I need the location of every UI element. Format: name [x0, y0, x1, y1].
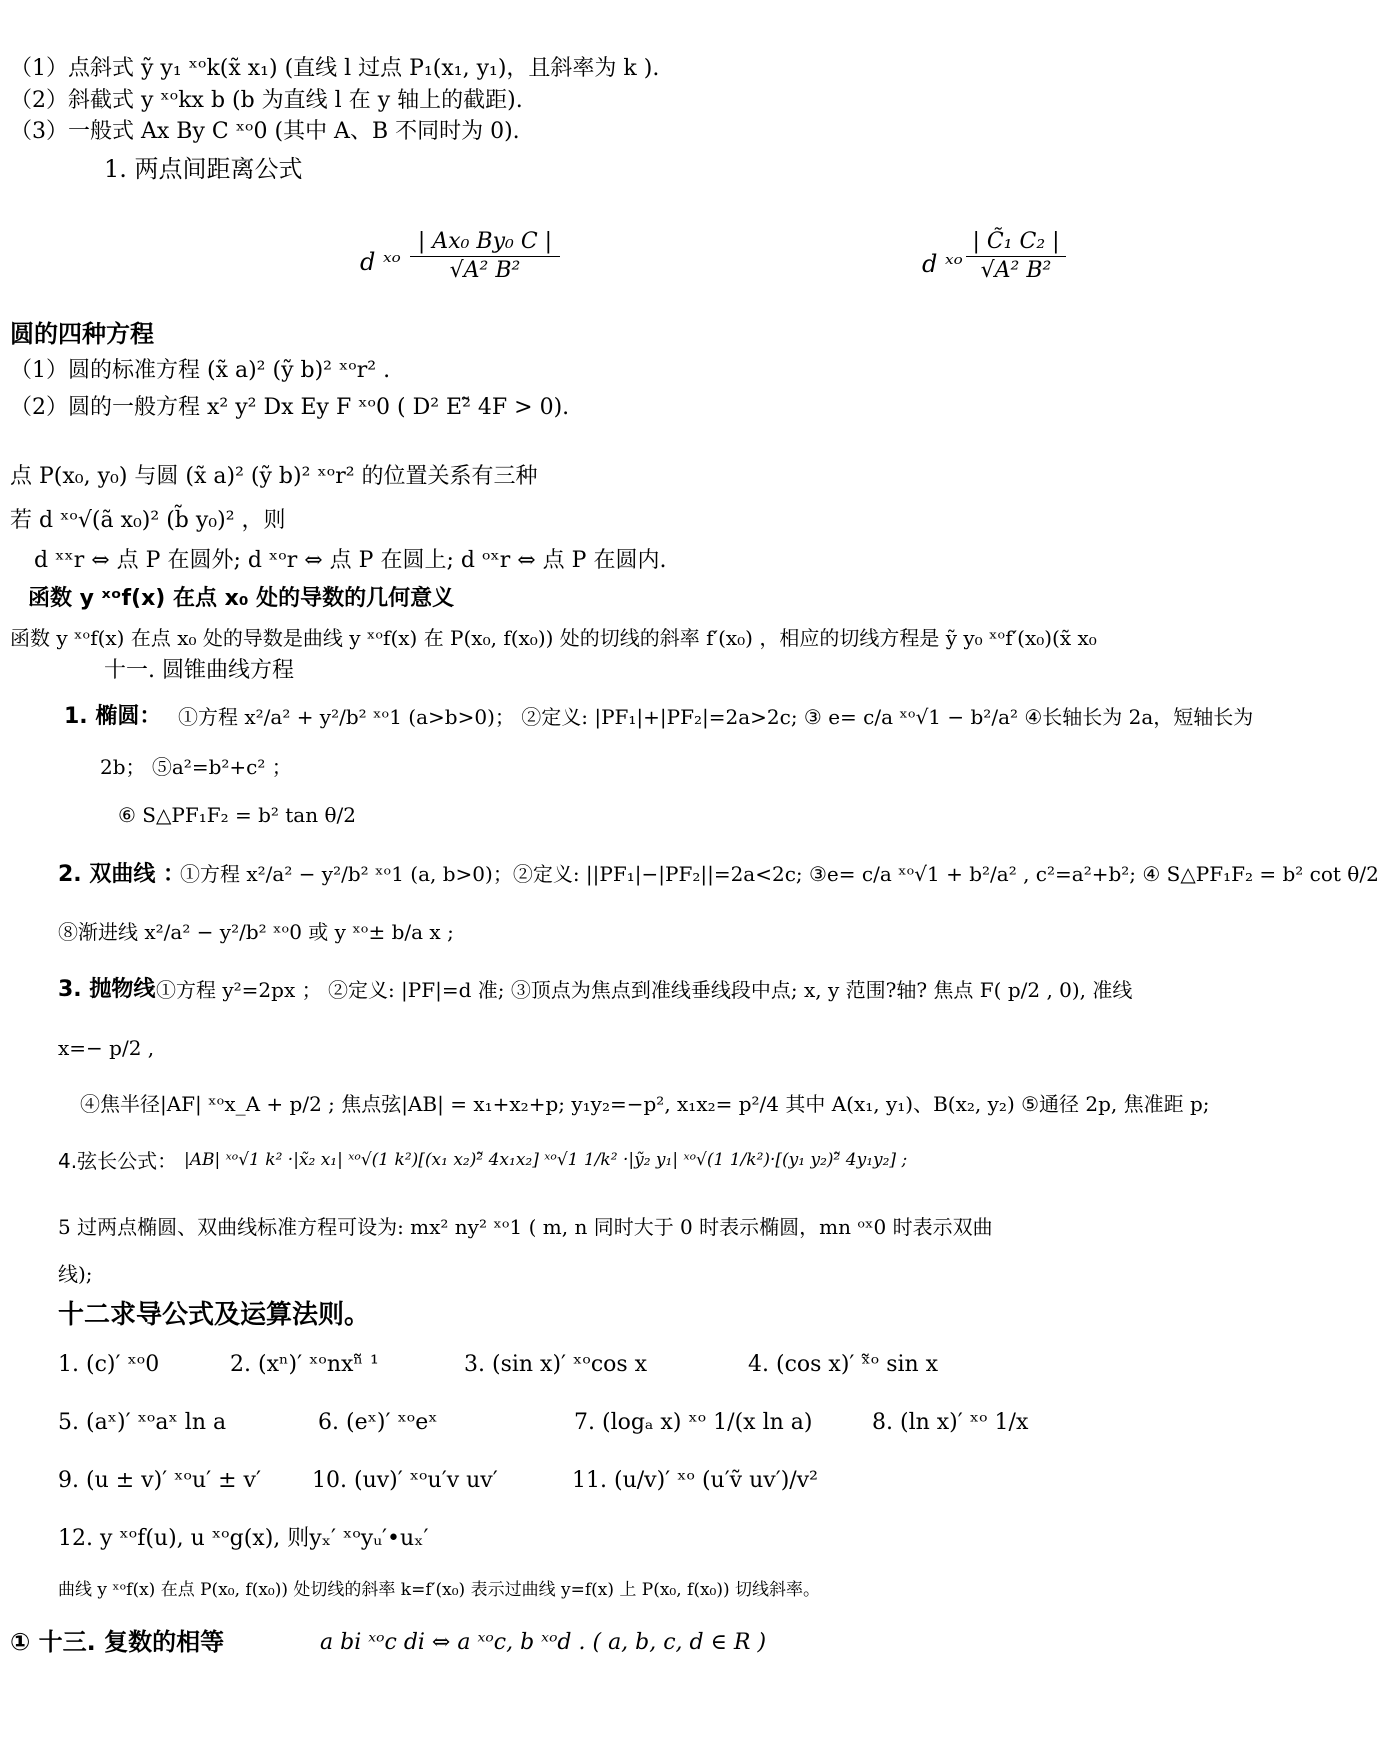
derivative-rule-10: 10. (uv)′ ˣᵒu′v uv′	[312, 1468, 498, 1493]
line-two-point-standard-cont: 线);	[58, 1262, 93, 1286]
line-complex-equality: a bi ˣᵒc di ⇔ a ˣᵒc, b ˣᵒd . ( a, b, c, d ∈ R )	[320, 1630, 767, 1655]
heading-circle-equations: 圆的四种方程	[10, 320, 154, 348]
line-hyperbola-props: ①方程 x²/a² − y²/b² ˣᵒ1 (a, b>0)；②定义: ||PF₁|−|PF₂||=2a<2c; ③e= c/a ˣᵒ√1 + b²/a² , c²=a²+b²; ④ S△PF₁F₂ = b² cot θ/2	[180, 862, 1379, 886]
line-distance-def: 若 d ˣᵒ√(ã x₀)² (b̃ y₀)² ，则	[10, 508, 286, 533]
derivative-rule-7: 7. (logₐ x) ˣᵒ 1/(x ln a)	[574, 1410, 813, 1435]
line-ellipse-area: ⑥ S△PF₁F₂ = b² tan θ/2	[118, 803, 356, 827]
formula1-denominator: √A² B²	[449, 258, 521, 284]
line-circle-standard: （1）圆的标准方程 (x̃ a)² (ỹ b)² ˣᵒr² .	[10, 358, 391, 383]
derivative-rule-9: 9. (u ± v)′ ˣᵒu′ ± v′	[58, 1468, 261, 1493]
derivative-rule-6: 6. (eˣ)′ ˣᵒeˣ	[318, 1410, 438, 1435]
line-two-point-standard: 5 过两点椭圆、双曲线标准方程可设为: mx² ny² ˣᵒ1 ( m, n 同时大于 0 时表示椭圆，mn ᵒˣ0 时表示双曲	[58, 1215, 993, 1239]
line-point-slope: （1）点斜式 ỹ y₁ ˣᵒk(x̃ x₁) (直线 l 过点 P₁(x₁, y₁)，且斜率为 k ).	[10, 56, 660, 81]
line-ellipse-props-2: 2b； ⑤a²=b²+c² ；	[100, 755, 292, 779]
line-ellipse-props: ①方程 x²/a² + y²/b² ˣᵒ1 (a>b>0)； ②定义: |PF₁|+|PF₂|=2a>2c; ③ e= c/a ˣᵒ√1 − b²/a² ④长轴长为 2a，短轴长为	[178, 705, 1254, 729]
line-asymptote: ⑧渐进线 x²/a² − y²/b² ˣᵒ0 或 y ˣᵒ± b/a x ;	[58, 920, 454, 944]
parabola-label: 3. 抛物线	[58, 977, 156, 1002]
line-slope-intercept: （2）斜截式 y ˣᵒkx b (b 为直线 l 在 y 轴上的截距).	[10, 88, 523, 113]
derivative-rule-1: 1. (c)′ ˣᵒ0	[58, 1352, 160, 1377]
line-directrix: x=− p/2 ,	[58, 1036, 155, 1060]
line-point-circle-position: 点 P(x₀, y₀) 与圆 (x̃ a)² (ỹ b)² ˣᵒr² 的位置关系有三种	[10, 464, 538, 489]
line-focal-radius: ④焦半径|AF| ˣᵒx_A + p/2 ; 焦点弦|AB| = x₁+x₂+p; y₁y₂=−p², x₁x₂= p²/4 其中 A(x₁, y₁)、B(x₂, y₂) ⑤通径 2p, 焦准距 p;	[80, 1092, 1210, 1116]
derivative-rule-4: 4. (cos x)′ ˣ̃ᵒ sin x	[748, 1352, 939, 1377]
hyperbola-label: 2. 双曲线 ：	[58, 862, 185, 887]
derivative-rule-12: 12. y ˣᵒf(u), u ˣᵒg(x), 则yₓ′ ˣᵒyᵤ′•uₓ′	[58, 1526, 429, 1551]
fraction-bar	[410, 256, 560, 257]
formula2-fraction	[966, 230, 1066, 283]
formula1-fraction	[410, 230, 560, 283]
formula1-lhs: d ˣᵒ	[360, 248, 401, 276]
section-distance-title: 1. 两点间距离公式	[104, 155, 303, 183]
line-circle-general: （2）圆的一般方程 x² y² Dx Ey F ˣᵒ0 ( D² E²̃ 4F > 0).	[10, 395, 570, 420]
line-position-cases: d ˣˣr ⇔ 点 P 在圆外; d ˣᵒr ⇔ 点 P 在圆上; d ᵒˣr ⇔ 点 P 在圆内.	[34, 548, 667, 573]
derivative-rule-2: 2. (xⁿ)′ ˣᵒnxⁿ̃ ¹	[230, 1352, 379, 1377]
chord-length-label: 4.弦长公式：	[58, 1149, 178, 1173]
line-curve-tangent-note: 曲线 y ˣᵒf(x) 在点 P(x₀, f(x₀)) 处切线的斜率 k=f′(x₀) 表示过曲线 y=f(x) 上 P(x₀, f(x₀)) 切线斜率。	[58, 1580, 821, 1600]
ellipse-label: 1. 椭圆：	[64, 704, 162, 729]
section-conic-title: 十一. 圆锥曲线方程	[104, 658, 294, 683]
heading-derivative-rules: 十二求导公式及运算法则。	[58, 1300, 371, 1330]
line-parabola-props: ①方程 y²=2px ； ②定义: |PF|=d 准; ③顶点为焦点到准线垂线段中点; x, y 范围?轴? 焦点 F( p/2 , 0), 准线	[156, 978, 1133, 1002]
derivative-rule-8: 8. (ln x)′ ˣᵒ 1/x	[872, 1410, 1029, 1435]
derivative-rule-3: 3. (sin x)′ ˣᵒcos x	[464, 1352, 648, 1377]
line-chord-length: |AB| ˣᵒ√1 k² ·|x̃₂ x₁| ˣᵒ√(1 k²)[(x₁ x₂)²̃ 4x₁x₂] ˣᵒ√1 1/k² ·|ỹ₂ y₁| ˣᵒ√(1 1/k²)·[(y₁ y₂)²̃ 4y₁y₂] ;	[184, 1150, 908, 1170]
formula1-numerator: | Ax₀ By₀ C |	[417, 229, 553, 254]
line-general-form: （3）一般式 Ax By C ˣᵒ0 (其中 A、B 不同时为 0).	[10, 119, 520, 144]
heading-complex-equality: ① 十三. 复数的相等	[10, 1628, 225, 1656]
heading-derivative-meaning: 函数 y ˣᵒf(x) 在点 x₀ 处的导数的几何意义	[28, 586, 455, 611]
formula2-numerator: | C̃₁ C₂ |	[972, 229, 1060, 254]
formula2-lhs: d ˣᵒ	[922, 250, 963, 278]
fraction-bar	[966, 256, 1066, 257]
line-tangent-slope: 函数 y ˣᵒf(x) 在点 x₀ 处的导数是曲线 y ˣᵒf(x) 在 P(x₀, f(x₀)) 处的切线的斜率 f′(x₀) ，相应的切线方程是 ỹ y₀ ˣᵒf′(x₀)(x̃ x₀	[10, 626, 1097, 650]
derivative-rule-5: 5. (aˣ)′ ˣᵒaˣ ln a	[58, 1410, 227, 1435]
formula2-denominator: √A² B²	[980, 258, 1052, 284]
derivative-rule-11: 11. (u/v)′ ˣᵒ (u′ṽ uv′)/v²	[572, 1468, 818, 1493]
